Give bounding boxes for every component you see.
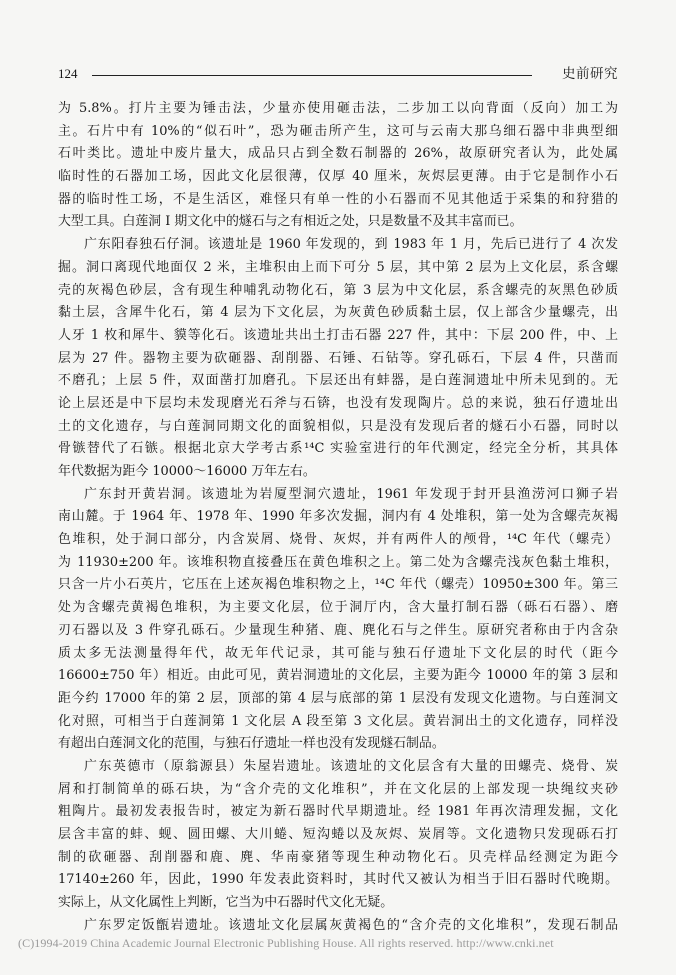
text-line: 只含一片小石英片，它压在上述灰褐色堆积物之上，¹⁴C 年代（螺壳）10950±300 年。第三 bbox=[58, 577, 618, 593]
header-rule bbox=[92, 75, 532, 76]
text-line: 色堆积，处于洞口部分，内含炭屑、烧骨、灰烬，并有两件人的颅骨，¹⁴C 年代（螺壳） bbox=[58, 532, 618, 548]
text-line: 化对照，可相当于白莲洞第 1 文化层 A 段至第 3 文化层。黄岩洞出土的文化遗存，同样没 bbox=[58, 713, 618, 729]
text-line: 壳的灰褐色砂层，含有现生种哺乳动物化石，第 3 层为中文化层，系含螺壳的灰黑色砂质 bbox=[58, 282, 618, 298]
text-line: 处为含螺壳黄褐色堆积，为主要文化层，位于洞厅内，含大量打制石器（砾石石器）、磨 bbox=[58, 600, 618, 616]
text-line: 粗陶片。最初发表报告时，被定为新石器时代早期遗址。经 1981 年再次清理发掘，文化 bbox=[58, 804, 618, 820]
text-line: 土的文化遗存，与白莲洞同期文化的面貌相似，只是没有发现后者的燧石小石器，同时以 bbox=[58, 418, 618, 434]
text-line: 16600±750 年）相近。由此可见，黄岩洞遗址的文化层，主要为距今 10000 年的第 3 层和 bbox=[58, 668, 618, 684]
copyright-footer: (C)1994-2019 China Academic Journal Electronic Publishing House. All rights reserved. http://www.cnki.net bbox=[18, 936, 554, 950]
text-line: 不磨孔；上层 5 件，双面凿打加磨孔。下层还出有蚌器，是白莲洞遗址中所未见到的。无 bbox=[58, 373, 618, 389]
text-line: 南山麓。于 1964 年、1978 年、1990 年多次发掘，洞内有 4 处堆积，第一处为含螺壳灰褐 bbox=[58, 509, 618, 525]
text-line: 临时性的石器加工场，因此文化层很薄，仅厚 40 厘米，灰烬层更薄。由于它是制作小石 bbox=[58, 169, 618, 185]
text-line: 黏土层，含犀牛化石，第 4 层为下文化层，为灰黄色砂质黏土层，仅上部含少量螺壳，出 bbox=[58, 305, 618, 321]
text-line: 刃石器以及 3 件穿孔砾石。少量现生种猪、鹿、麂化石与之伴生。原研究者称由于内含杂 bbox=[58, 622, 618, 638]
text-line: 论上层还是中下层均未发现磨光石斧与石锛，也没有发现陶片。总的来说，独石仔遗址出 bbox=[58, 395, 618, 411]
running-title: 史前研究 bbox=[562, 66, 618, 82]
text-line: 广东封开黄岩洞。该遗址为岩厦型洞穴遗址，1961 年发现于封开县渔涝河口狮子岩 bbox=[84, 486, 618, 502]
page-number: 124 bbox=[58, 66, 78, 81]
text-line: 为 5.8%。打片主要为锤击法，少量亦使用砸击法，二步加工以向背面（反向）加工为 bbox=[58, 101, 618, 116]
text-line: 屑和打制简单的砾石块，为“含介壳的文化堆积”，并在文化层的上部发现一块绳纹夹砂 bbox=[58, 781, 618, 797]
text-line: 年代数据为距今 10000～16000 万年左右。 bbox=[58, 464, 316, 479]
text-line: 掘。洞口离现代地面仅 2 米，主堆积由上而下可分 5 层，其中第 2 层为上文化层，系含螺 bbox=[58, 259, 618, 275]
text-line: 广东英德市（原翁源县）朱屋岩遗址。该遗址的文化层含有大量的田螺壳、烧骨、炭 bbox=[84, 758, 618, 774]
article-body bbox=[58, 98, 618, 937]
text-line: 广东阳春独石仔洞。该遗址是 1960 年发现的，到 1983 年 1 月，先后已进行了 4 次发 bbox=[84, 237, 618, 253]
text-line: 主。石片中有 10%的“似石叶”，恐为砸击所产生，这可与云南大那乌细石器中非典型细 bbox=[58, 123, 618, 139]
text-line: 17140±260 年，因此，1990 年发表此资料时，其时代又被认为相当于旧石器时代晚期。 bbox=[58, 872, 618, 888]
text-line: 大型工具。白莲洞 I 期文化中的燧石与之有相近之处，只是数量不及其丰富而已。 bbox=[58, 214, 523, 230]
text-line: 为 11930±200 年。该堆积物直接叠压在黄色堆积之上。第二处为含螺壳浅灰色黏土堆积， bbox=[58, 554, 618, 570]
text-line: 层为 27 件。器物主要为砍砸器、刮削器、石锤、石钻等。穿孔砾石，下层 4 件，只凿而 bbox=[58, 350, 618, 366]
text-line: 骨镞替代了石镞。根据北京大学考古系¹⁴C 实验室进行的年代测定，经完全分析，其具体 bbox=[58, 441, 618, 457]
text-line: 人牙 1 枚和犀牛、貘等化石。该遗址共出土打击石器 227 件，其中：下层 200 件，中、上 bbox=[58, 327, 618, 343]
text-line: 层含丰富的蚌、蚬、圆田螺、大川蜷、短沟蜷以及灰烬、炭屑等。文化遗物只发现砾石打 bbox=[58, 827, 618, 842]
text-line: 器的临时性工场，不是生活区，难怪只有单一性的小石器而不见其他适于采集的和狩猎的 bbox=[58, 191, 618, 207]
text-line: 广东罗定饭甑岩遗址。该遗址文化层属灰黄褐色的“含介壳的文化堆积”，发现石制品 bbox=[84, 917, 618, 933]
text-line: 有超出白莲洞文化的范围，与独石仔遗址一样也没有发现燧石制品。 bbox=[58, 736, 445, 752]
text-line: 制的砍砸器、刮削器和鹿、麂、华南豪猪等现生种动物化石。贝壳样品经测定为距今 bbox=[58, 849, 618, 865]
text-line: 实际上，从文化属性上判断，它当为中石器时代文化无疑。 bbox=[58, 895, 394, 911]
text-line: 距今约 17000 年的第 2 层，顶部的第 4 层与底部的第 1 层没有发现文化遗物。与白莲洞文 bbox=[58, 690, 618, 706]
page-header bbox=[58, 64, 618, 86]
text-line: 质太多无法测量得年代，故无年代记录，其可能与独石仔遗址下文化层的时代（距今 bbox=[58, 645, 618, 661]
text-line: 石叶类比。遗址中废片量大，成品只占到全数石制器的 26%，故原研究者认为，此处属 bbox=[58, 146, 618, 162]
